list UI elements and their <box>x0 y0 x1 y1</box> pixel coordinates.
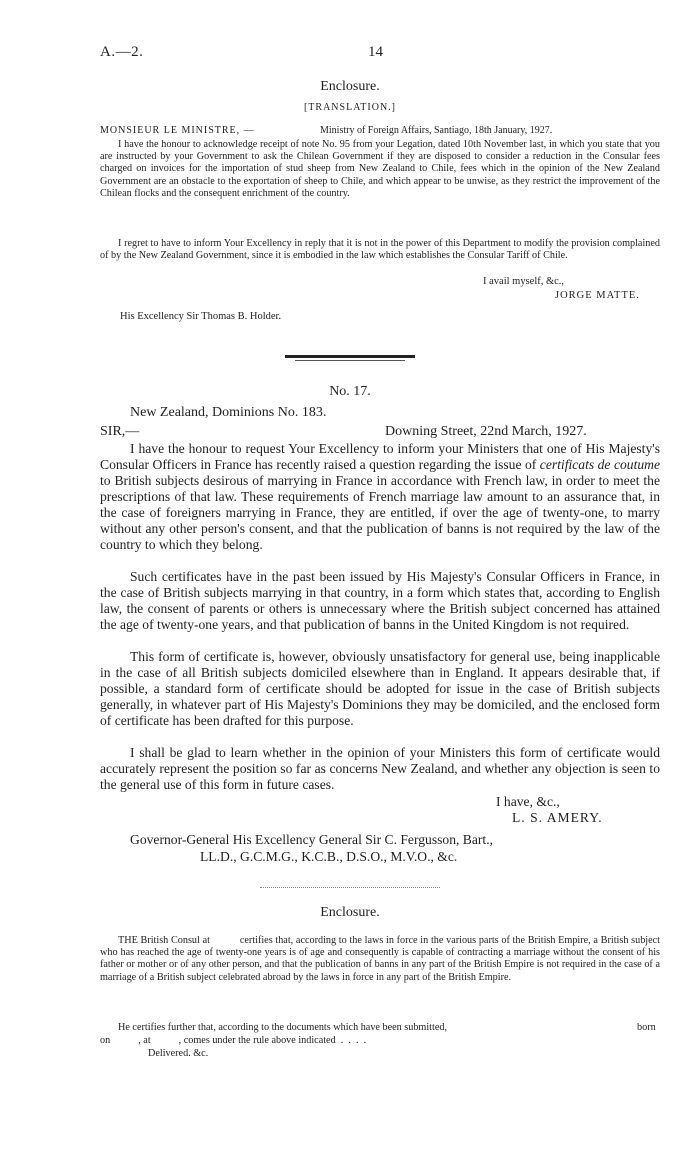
dateline: Ministry of Foreign Affairs, Santiago, 18th January, 1927. <box>320 125 553 136</box>
addressee: His Excellency Sir Thomas B. Holder. <box>120 311 282 322</box>
certificate-paragraph: THE British Consul at certifies that, according to the laws in force in the various parts of the British Empire, a British subject who has reached the age of twenty-one years is of age and consequently is capable of contracting a marriage without the consent of his father or mother or of any other person, and that the publication of banns in any part of the British Empire is not required in the case of a marriage of a British subject celebrated abroad by the laws in force in any part of the British Empire. <box>100 935 663 983</box>
letter-paragraph: This form of certificate is, however, obviously unsatisfactory for general use, being inapplicable in the case of all British subjects domiciled elsewhere than in England. It appears desirable that, if possible, a standard form of certificate should be adopted for issue in the case of British subjects generally, in whatever part of His Majesty's Dominions they may be domiciled, and the enclosed form of certificate has been drafted for this purpose. <box>100 649 660 728</box>
signature: JORGE MATTE. <box>555 290 640 301</box>
certificate-paragraph: He certifies further that, according to the documents which have been submitted, <box>118 1022 447 1033</box>
paragraph-text: I have the honour to request Your Excellency to inform your Ministers that one of His Majesty's Consular Officers in France has recently raised a question regarding the issue of <box>100 441 660 472</box>
enclosure-paragraph: I have the honour to acknowledge receipt of note No. 95 from your Legation, dated 10th November last, in which you state that you are instructed by your Government to ask the Chilean Government if they are disposed to consider a reduction in the Consular fees charged on invoices for the importation of stud sheep from New Zealand to Chile, fees which in the opinion of the New Zealand Government are an obstacle to the exportation of sheep to Chile, and which appear to be unwise, as they restrict the improvement of the Chilean flocks and the consequent enrichment of the country. <box>100 139 660 199</box>
signature: L. S. AMERY. <box>512 810 603 825</box>
italic-term: certificats de coutume <box>539 457 660 472</box>
section-divider <box>285 355 415 358</box>
salutation: SIR,— <box>100 424 140 439</box>
enclosure-title: Enclosure. <box>320 905 380 920</box>
certificate-blank-born: born <box>637 1022 656 1033</box>
parliamentary-paper-reference: A.—2. <box>100 44 144 60</box>
closing: I avail myself, &c., <box>483 276 565 287</box>
letter-number: No. 17. <box>329 384 371 399</box>
closing: I have, &c., <box>496 794 560 809</box>
dateline: Downing Street, 22nd March, 1927. <box>385 424 587 439</box>
delivered-line: Delivered. &c. <box>148 1048 209 1059</box>
enclosure-title: Enclosure. <box>320 79 380 94</box>
letter-paragraph: I shall be glad to learn whether in the opinion of your Ministers this form of certificate would accurately represent the position so far as concerns New Zealand, and whether any objection is seen to the general use of this form in future cases. <box>100 745 660 792</box>
paragraph-text: to British subjects desirous of marrying in France in accordance with French law, in order to meet the prescriptions of that law. These requirements of French marriage law amount to an assurance that, in the case of foreigners marrying in France, they are entitled, if over the age of twenty-one, to marry without any other person's consent, and that the publication of banns is not required by the law of the country to which they belong. <box>100 473 660 552</box>
addressee: Governor-General His Excellency General Sir C. Fergusson, Bart., <box>130 832 494 847</box>
enclosure-paragraph: I regret to have to inform Your Excellency in reply that it is not in the power of this Department to modify the provision complained of by the New Zealand Government, since it is embodied in the law which establishes the Consular Tariff of Chile. <box>100 238 660 262</box>
letter-paragraph: Such certificates have in the past been issued by His Majesty's Consular Officers in France, in the case of British subjects marrying in that country, in a form which states that, according to English law, the consent of parents or others is unnecessary where the British subject concerned has attained the age of twenty-one years, and that publication of banns in the United Kingdom is not required. <box>100 569 660 632</box>
dotted-divider <box>260 887 440 888</box>
page-number: 14 <box>368 44 383 60</box>
letter-reference: New Zealand, Dominions No. 183. <box>130 405 327 420</box>
section-divider-thin <box>295 360 405 361</box>
salutation: MONSIEUR LE MINISTRE, — <box>100 125 255 136</box>
translation-label: [TRANSLATION.] <box>303 102 397 113</box>
certificate-line: on , at , comes under the rule above indicated . . . . <box>100 1035 367 1046</box>
addressee-honours: LL.D., G.C.M.G., K.C.B., D.S.O., M.V.O., &c. <box>200 849 458 864</box>
letter-paragraph <box>100 441 660 553</box>
